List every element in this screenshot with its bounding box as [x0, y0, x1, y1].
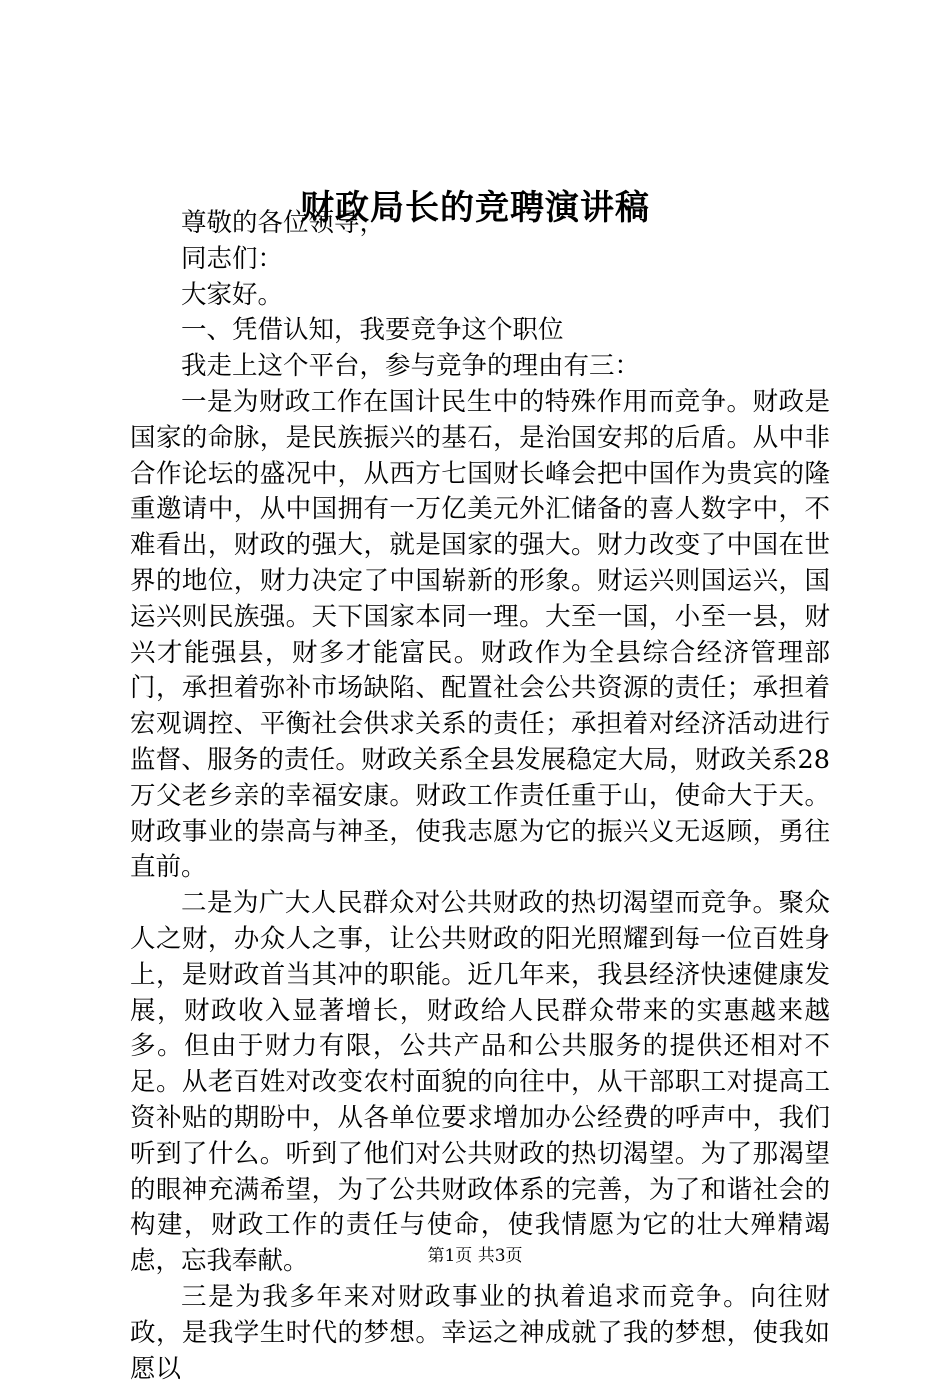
body-paragraph: 我走上这个平台，参与竞争的理由有三： [181, 351, 641, 382]
body-paragraph: 二是为广大人民群众对公共财政的热切渴望而竞争。聚众人之财，办众人之事，让公共财政的阳光照耀到每一位百姓身上，是财政首当其冲的职能。近几年来，我县经济快速健康发展，财政收入显著增长，财政给人民群众带来的实惠越来越多。但由于财力有限，公共产品和公共服务的提供还相对不足。从老百姓对改变农村面貌的向往中，从干部职工对提高工资补贴的期盼中，从各单位要求增加办公经费的呼声中，我们听到了什么。听到了他们对公共财政的热切渴望。为了那渴望的眼神充满希望，为了公共财政体系的完善，为了和谐社会的构建，财政工作的责任与使命，使我情愿为它的壮大殚精竭虑，忘我奉献。 [130, 888, 830, 1277]
section-heading: 一、凭借认知，我要竞争这个职位 [181, 315, 564, 346]
document-body [130, 206, 830, 1387]
page-number-footer: 第1页 共3页 [427, 1246, 523, 1266]
body-paragraph: 一是为财政工作在国计民生中的特殊作用而竞争。财政是国家的命脉，是民族振兴的基石，是治国安邦的后盾。从中非合作论坛的盛况中，从西方七国财长峰会把中国作为贵宾的隆重邀请中，从中国拥有一万亿美元外汇储备的喜人数字中，不难看出，财政的强大，就是国家的强大。财力改变了中国在世界的地位，财力决定了中国崭新的形象。财运兴则国运兴，国运兴则民族强。天下国家本同一理。大至一国，小至一县，财兴才能强县，财多才能富民。财政作为全县综合经济管理部门，承担着弥补市场缺陷、配置社会公共资源的责任；承担着宏观调控、平衡社会供求关系的责任；承担着对经济活动进行监督、服务的责任。财政关系全县发展稳定大局，财政关系28万父老乡亲的幸福安康。财政工作责任重于山，使命大于天。财政事业的崇高与神圣，使我志愿为它的振兴义无返顾，勇往直前。 [130, 386, 830, 883]
greeting-paragraph: 同志们： [181, 243, 284, 274]
body-paragraph: 三是为我多年来对财政事业的执着追求而竞争。向往财政，是我学生时代的梦想。幸运之神成就了我的梦想，使我如愿以 [130, 1281, 830, 1384]
document-title: 财政局长的竞聘演讲稿 [300, 188, 650, 228]
greeting-paragraph: 大家好。 [181, 279, 284, 310]
salutation-paragraph: 尊敬的各位领导， [181, 208, 386, 238]
